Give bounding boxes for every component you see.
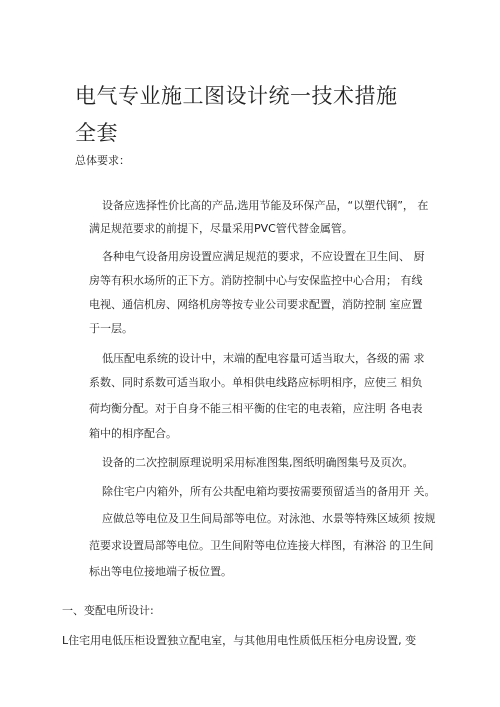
paragraph-line-9: 荷均衡分配。对于自身不能三相平衡的住宅的电表箱，应注明 各电表 xyxy=(89,402,423,415)
section-line-1: L住宅用电低压柜设置独立配电室，与其他用电性质低压柜分电房设置, 变 xyxy=(62,634,417,647)
section-heading: 一、变配电所设计: xyxy=(62,604,154,617)
paragraph-line-3: 各种电气设备用房设置应满足规范的要求，不应设置在卫生间、 厨 xyxy=(102,250,425,263)
document-title xyxy=(75,78,435,152)
title-line-1: 电气专业施工图设计统一技术措施 xyxy=(75,84,398,109)
title-line-2: 全套 xyxy=(75,121,118,146)
paragraph-line-7: 低压配电系统的设计中，末端的配电容量可适当取大，各级的需 求 xyxy=(102,352,425,365)
paragraph-line-12: 除住宅户内箱外，所有公共配电箱均要按需要预留适当的备用开 关。 xyxy=(102,485,436,498)
paragraph-line-5: 电视、通信机房、网络机房等按专业公司要求配置，消防控制 室应置 xyxy=(89,298,423,311)
paragraph-line-1: 设备应选择性价比高的产品,选用节能及环保产品，“以塑代钢”， 在 xyxy=(102,199,429,212)
paragraph-line-2: 满足规范要求的前提下，尽量采用PVC管代替金属管。 xyxy=(89,222,353,235)
paragraph-line-8: 系数、同时系数可适当取小。单相供电线路应标明相序，应使三 相负 xyxy=(89,376,423,389)
paragraph-line-6: 于一层。 xyxy=(89,322,133,335)
intro-heading: 总体要求： xyxy=(75,154,130,167)
paragraph-line-13: 应做总等电位及卫生间局部等电位。对泳池、水景等特殊区域须 按规 xyxy=(102,512,436,525)
paragraph-line-14: 范要求设置局部等电位。卫生间附等电位连接大样图，有淋浴 的卫生间 xyxy=(89,539,434,552)
paragraph-line-10: 箱中的相序配合。 xyxy=(89,427,177,440)
paragraph-line-11: 设备的二次控制原理说明采用标准图集,图纸明确图集号及页次。 xyxy=(102,456,414,469)
paragraph-line-15: 标出等电位接地端子板位置。 xyxy=(89,565,232,578)
paragraph-line-4: 房等有积水场所的正下方。消防控制中心与安保监控中心合用； 有线 xyxy=(89,274,423,287)
